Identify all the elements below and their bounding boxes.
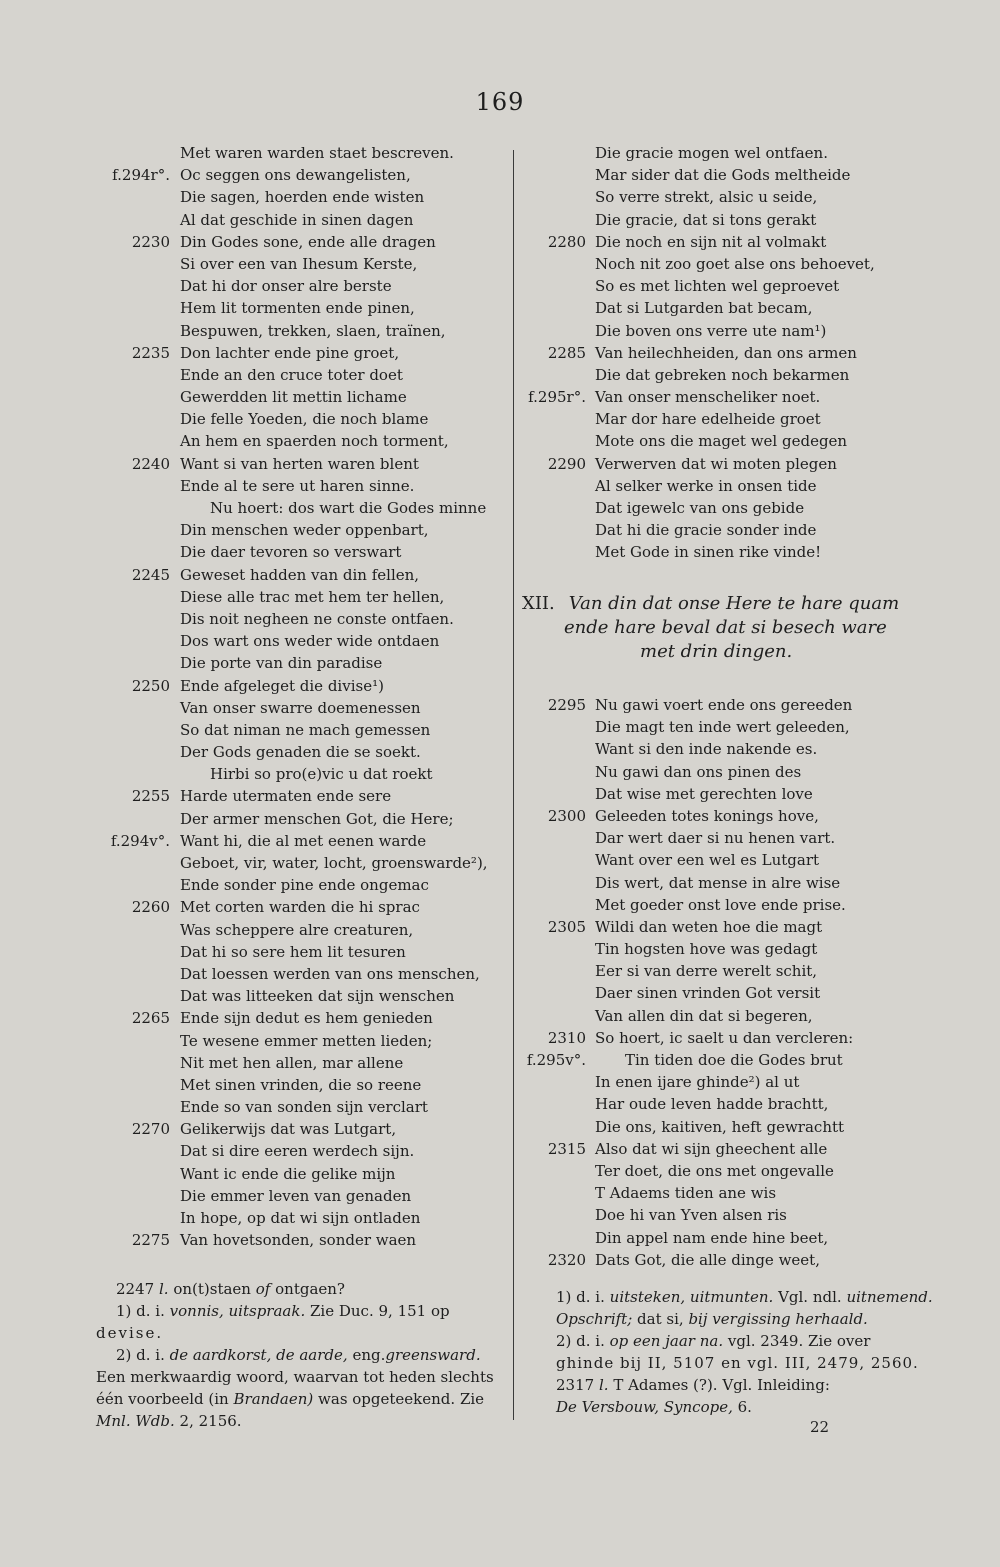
verse-text: Die dat gebreken noch bekarmen: [595, 365, 850, 384]
verse-line: [522, 1027, 922, 1049]
line-number: 2255: [131, 787, 170, 806]
left-column: [80, 142, 500, 1251]
verse-text: Hem lit tormenten ende pinen,: [180, 299, 415, 318]
footnote-continuation: Opschrift; dat si, bij vergissing herhaald.: [556, 1310, 868, 1328]
verse-text: Geboet, vir, water, locht, groenswarde²),: [180, 854, 488, 872]
verse-line: [522, 386, 922, 408]
verse-line: [522, 164, 922, 186]
line-number: 2240: [131, 454, 170, 473]
section-number: XII.: [522, 593, 555, 614]
verse-line: [522, 209, 922, 231]
verse-line: [522, 1071, 922, 1093]
line-number: 2300: [547, 806, 586, 825]
verse-line: [80, 408, 500, 430]
heading-line-1: Van din dat onse Here te hare quam: [568, 593, 900, 614]
verse-text: Ter doet, die ons met ongevalle: [595, 1161, 834, 1180]
verse-text: Noch nit zoo goet alse ons behoevet,: [595, 254, 875, 273]
verse-line: [522, 364, 922, 386]
verse-line: [80, 919, 500, 941]
verse-text: Oc seggen ons dewangelisten,: [180, 166, 411, 185]
verse-line: [80, 941, 500, 963]
verse-text: Die gracie, dat si tons gerakt: [595, 210, 817, 229]
line-number: 2275: [131, 1231, 170, 1250]
verse-text: Tin hogsten hove was gedagt: [595, 940, 818, 959]
verse-line: [522, 408, 922, 430]
verse-text: Dat si dire eeren werdech sijn.: [180, 1142, 415, 1161]
footnotes-left: [96, 1278, 506, 1432]
verse-text: Die gracie mogen wel ontfaen.: [595, 144, 828, 162]
verse-line: [80, 896, 500, 918]
verse-line: [80, 297, 500, 319]
verse-text: Also dat wi sijn gheechent alle: [595, 1139, 828, 1158]
verse-text: Hirbi so pro(e)vic u dat roekt: [210, 765, 433, 784]
verse-text: Ende an den cruce toter doet: [180, 365, 403, 384]
verse-line: [80, 164, 500, 186]
verse-line: [522, 541, 922, 563]
verse-line: [80, 675, 500, 697]
line-number: 2310: [547, 1028, 586, 1047]
verse-line: [80, 142, 500, 164]
verse-text: Van hovetsonden, sonder waen: [180, 1231, 417, 1250]
verse-line: [80, 475, 500, 497]
verse-line: [80, 453, 500, 475]
verse-line: [80, 364, 500, 386]
verse-text: Mote ons die maget wel gedegen: [595, 432, 848, 451]
verse-text: Dos wart ons weder wide ontdaen: [180, 632, 440, 651]
verse-line: [80, 830, 500, 852]
verse-text: Doe hi van Yven alsen ris: [595, 1206, 787, 1225]
verse-text: Ende al te sere ut haren sinne.: [180, 476, 415, 495]
verse-line: [80, 1229, 500, 1251]
verse-line: [80, 1096, 500, 1118]
verse-line: [80, 1007, 500, 1029]
verse-line: [80, 586, 500, 608]
verse-text: Din Godes sone, ende alle dragen: [180, 232, 436, 251]
verse-text: Dat si Lutgarden bat becam,: [595, 299, 813, 318]
line-number: 2260: [131, 898, 170, 917]
verse-text: Si over een van Ihesum Kerste,: [180, 254, 418, 273]
verse-text: Want ic ende die gelike mijn: [180, 1164, 396, 1183]
verse-text: Har oude leven hadde brachtt,: [595, 1095, 829, 1114]
verse-text: Ende sonder pine ende ongemac: [180, 876, 429, 895]
verse-line: [522, 783, 922, 805]
verse-line: [522, 916, 922, 938]
verse-text: Want hi, die al met eenen warde: [180, 831, 427, 850]
line-number: f.294r°.: [112, 166, 170, 185]
verse-line: [522, 186, 922, 208]
verse-line: [80, 209, 500, 231]
verse-line: [522, 1160, 922, 1182]
verse-line: [522, 1116, 922, 1138]
footnote-continuation: De Versbouw, Syncope, 6.: [556, 1398, 752, 1416]
verse-line: [80, 652, 500, 674]
verse-line: [80, 1030, 500, 1052]
verse-text: Verwerven dat wi moten plegen: [595, 454, 837, 473]
verse-line: [80, 1074, 500, 1096]
verse-line: [80, 808, 500, 830]
line-number: 2290: [547, 454, 586, 473]
verse-text: Die noch en sijn nit al volmakt: [595, 232, 827, 251]
verse-text: Dat wise met gerechten love: [595, 784, 813, 803]
verse-line: [80, 852, 500, 874]
verse-line: [522, 849, 922, 871]
verse-text: Der Gods genaden die se soekt.: [180, 743, 421, 762]
verse-text: Van allen din dat si begeren,: [595, 1006, 813, 1025]
footnote: 1) d. i. uitsteken, uitmunten. Vgl. ndl. uitnemend.: [556, 1288, 933, 1306]
verse-text: So hoert, ic saelt u dan vercleren:: [595, 1028, 854, 1047]
verse-line: [80, 763, 500, 785]
verse-line: [80, 741, 500, 763]
verse-text: Gelikerwijs dat was Lutgart,: [180, 1120, 397, 1139]
verse-line: [80, 697, 500, 719]
verse-line: [522, 453, 922, 475]
verse-text: Ende sijn dedut es hem genieden: [180, 1009, 433, 1028]
verse-line: [80, 541, 500, 563]
line-number: 2250: [131, 676, 170, 695]
verse-text: Dats Got, die alle dinge weet,: [595, 1250, 820, 1269]
footnote-continuation: Mnl. Wdb. 2, 2156.: [96, 1412, 242, 1430]
line-number: 2245: [131, 565, 170, 584]
verse-text: Al selker werke in onsen tide: [595, 476, 817, 495]
verse-line: [80, 320, 500, 342]
verse-text: Met corten warden die hi sprac: [180, 898, 420, 917]
verse-line: [522, 827, 922, 849]
verse-line: [80, 231, 500, 253]
verse-line: [80, 719, 500, 741]
footnote-continuation: één voorbeeld (in Brandaen) was opgeteekend. Zie: [96, 1390, 485, 1408]
verse-text: Dat loessen werden van ons menschen,: [180, 964, 480, 983]
verse-text: Mar dor hare edelheide groet: [595, 410, 821, 429]
verse-line: [80, 386, 500, 408]
verse-text: So es met lichten wel geproevet: [595, 277, 840, 296]
column-divider: [513, 150, 514, 1420]
verse-line: [522, 1138, 922, 1160]
verse-line: [522, 960, 922, 982]
verse-text: Die magt ten inde wert geleeden,: [595, 718, 850, 737]
verse-line: [80, 519, 500, 541]
verse-line: [80, 1185, 500, 1207]
line-number: 2235: [131, 343, 170, 362]
verse-line: [80, 630, 500, 652]
verse-text: Die sagen, hoerden ende wisten: [180, 188, 425, 207]
verse-text: Was scheppere alre creaturen,: [180, 920, 414, 939]
verse-line: [522, 497, 922, 519]
verse-text: Ende so van sonden sijn verclart: [180, 1098, 428, 1117]
verse-line: [522, 519, 922, 541]
verse-line: [522, 761, 922, 783]
line-number: 2270: [131, 1120, 170, 1139]
verse-line: [522, 475, 922, 497]
verse-line: [80, 1052, 500, 1074]
verse-line: [522, 1249, 922, 1271]
verse-line: [80, 564, 500, 586]
footnote: 1) d. i. vonnis, uitspraak. Zie Duc. 9, 151 op: [116, 1302, 450, 1320]
verse-text: Van heilechheiden, dan ons armen: [595, 343, 857, 362]
verse-text: Van onser menscheliker noet.: [595, 388, 821, 407]
verse-text: Met goeder onst love ende prise.: [595, 895, 846, 914]
verse-text: Daer sinen vrinden Got versit: [595, 984, 821, 1003]
verse-text: Nit met hen allen, mar allene: [180, 1053, 404, 1072]
footnotes-right: [556, 1286, 933, 1418]
verse-line: [80, 430, 500, 452]
verse-line: [80, 608, 500, 630]
verse-line: [522, 275, 922, 297]
verse-text: Want si den inde nakende es.: [595, 740, 818, 759]
verse-line: [522, 1227, 922, 1249]
line-number: f.295v°.: [526, 1051, 586, 1069]
verse-text: Gewerdden lit mettin lichame: [180, 388, 407, 407]
verse-line: [522, 1093, 922, 1115]
line-number: f.294v°.: [110, 831, 170, 850]
verse-text: Geweset hadden van din fellen,: [180, 565, 420, 584]
verse-line: [522, 430, 922, 452]
verse-text: Dat hi die gracie sonder inde: [595, 521, 817, 540]
verse-text: Din appel nam ende hine beet,: [595, 1228, 829, 1247]
verse-text: Die porte van din paradise: [180, 654, 383, 673]
right-column: [522, 142, 922, 564]
verse-text: Die daer tevoren so verswart: [180, 543, 402, 562]
verse-line: [80, 275, 500, 297]
verse-text: In hope, op dat wi sijn ontladen: [180, 1209, 421, 1227]
verse-text: So verre strekt, alsic u seide,: [595, 188, 818, 207]
verse-line: [80, 874, 500, 896]
sheet-number: 22: [810, 1418, 830, 1436]
verse-text: Te wesene emmer metten lieden;: [180, 1031, 433, 1050]
verse-text: Don lachter ende pine groet,: [180, 343, 400, 362]
verse-text: Tin tiden doe die Godes brut: [625, 1051, 843, 1069]
line-number: 2305: [547, 917, 586, 936]
footnote: 2) d. i. op een jaar na. vgl. 2349. Zie over: [556, 1332, 871, 1350]
footnote: 2) d. i. de aardkorst, de aarde, eng.greensward.: [116, 1346, 481, 1364]
verse-text: Harde utermaten ende sere: [180, 787, 392, 806]
verse-text: Die ons, kaitiven, heft gewrachtt: [595, 1117, 845, 1136]
verse-text: Met waren warden staet bescreven.: [180, 144, 454, 162]
line-number: f.295r°.: [528, 388, 586, 407]
verse-text: Eer si van derre werelt schit,: [595, 962, 818, 981]
footnote-continuation: Een merkwaardig woord, waarvan tot heden slechts: [96, 1368, 494, 1386]
verse-line: [522, 320, 922, 342]
verse-text: Want si van herten waren blent: [180, 454, 419, 473]
verse-line: [80, 253, 500, 275]
verse-text: An hem en spaerden noch torment,: [180, 432, 449, 451]
verse-line: [80, 1118, 500, 1140]
section-heading: [522, 592, 942, 664]
verse-text: Nu gawi dan ons pinen des: [595, 762, 802, 781]
verse-text: Der armer menschen Got, die Here;: [180, 809, 454, 828]
verse-text: Dat hi so sere hem lit tesuren: [180, 942, 406, 961]
verse-line: [522, 894, 922, 916]
verse-text: Van onser swarre doemenessen: [180, 698, 421, 717]
verse-line: [522, 805, 922, 827]
verse-line: [80, 1207, 500, 1229]
verse-text: Dar wert daer si nu henen vart.: [595, 829, 836, 848]
verse-line: [80, 963, 500, 985]
page-number: 169: [475, 88, 525, 116]
verse-line: [80, 342, 500, 364]
verse-text: Wildi dan weten hoe die magt: [595, 917, 823, 936]
verse-line: [522, 142, 922, 164]
verse-text: So dat niman ne mach gemessen: [180, 720, 431, 739]
footnote-continuation: devise.: [96, 1324, 164, 1342]
verse-line: [522, 1005, 922, 1027]
verse-text: Nu gawi voert ende ons gereeden: [595, 696, 853, 714]
verse-line: [80, 497, 500, 519]
verse-text: Want over een wel es Lutgart: [595, 851, 820, 870]
heading-line-2: ende hare beval dat si besech ware: [564, 617, 887, 638]
verse-line: [522, 1204, 922, 1226]
verse-line: [522, 738, 922, 760]
verse-text: Met sinen vrinden, die so reene: [180, 1075, 422, 1094]
line-number: 2315: [547, 1139, 586, 1158]
verse-text: Bespuwen, trekken, slaen, traïnen,: [180, 321, 446, 340]
verse-text: Diese alle trac met hem ter hellen,: [180, 587, 445, 606]
verse-line: [522, 342, 922, 364]
verse-line: [80, 186, 500, 208]
footnote: 2317 l. T Adames (?). Vgl. Inleiding:: [556, 1376, 830, 1394]
verse-text: Die boven ons verre ute nam¹): [595, 321, 827, 340]
verse-text: Ende afgeleget die divise¹): [180, 676, 384, 695]
line-number: 2265: [131, 1009, 170, 1028]
line-number: 2295: [547, 696, 586, 714]
verse-text: Al dat geschide in sinen dagen: [180, 210, 414, 229]
verse-text: Dat hi dor onser alre berste: [180, 277, 392, 296]
verse-line: [80, 1140, 500, 1162]
footnote-continuation: ghinde bij II, 5107 en vgl. III, 2479, 2560.: [556, 1354, 919, 1372]
verse-line: [522, 231, 922, 253]
verse-text: Die felle Yoeden, die noch blame: [180, 410, 429, 429]
verse-text: Met Gode in sinen rike vinde!: [595, 543, 822, 562]
verse-text: Mar sider dat die Gods meltheide: [595, 166, 851, 185]
verse-text: Die emmer leven van genaden: [180, 1186, 412, 1205]
verse-line: [522, 1182, 922, 1204]
verse-line: [80, 785, 500, 807]
verse-text: T Adaems tiden ane wis: [595, 1184, 777, 1203]
verse-text: Nu hoert: dos wart die Godes minne: [210, 499, 487, 517]
verse-text: Geleeden totes konings hove,: [595, 806, 819, 825]
heading-line-3: met drin dingen.: [640, 641, 793, 662]
line-number: 2320: [547, 1250, 586, 1269]
verse-text: Din menschen weder oppenbart,: [180, 521, 429, 540]
line-number: 2285: [547, 343, 586, 362]
line-number: 2230: [131, 232, 170, 251]
verse-line: [522, 872, 922, 894]
verse-line: [522, 1049, 922, 1071]
verse-text: Dis noit negheen ne conste ontfaen.: [180, 609, 454, 628]
right-column-section-xii: [522, 694, 922, 1271]
verse-text: In enen ijare ghinde²) al ut: [595, 1073, 800, 1092]
verse-text: Dat was litteeken dat sijn wenschen: [180, 987, 455, 1006]
verse-line: [522, 297, 922, 319]
footnote: 2247 l. on(t)staen of ontgaen?: [116, 1280, 345, 1298]
verse-line: [80, 1163, 500, 1185]
verse-line: [522, 938, 922, 960]
line-number: 2280: [547, 232, 586, 251]
verse-line: [522, 253, 922, 275]
verse-line: [80, 985, 500, 1007]
verse-line: [522, 694, 922, 716]
verse-text: Dat igewelc van ons gebide: [595, 499, 805, 517]
verse-line: [522, 716, 922, 738]
verse-line: [522, 982, 922, 1004]
verse-text: Dis wert, dat mense in alre wise: [595, 873, 841, 892]
